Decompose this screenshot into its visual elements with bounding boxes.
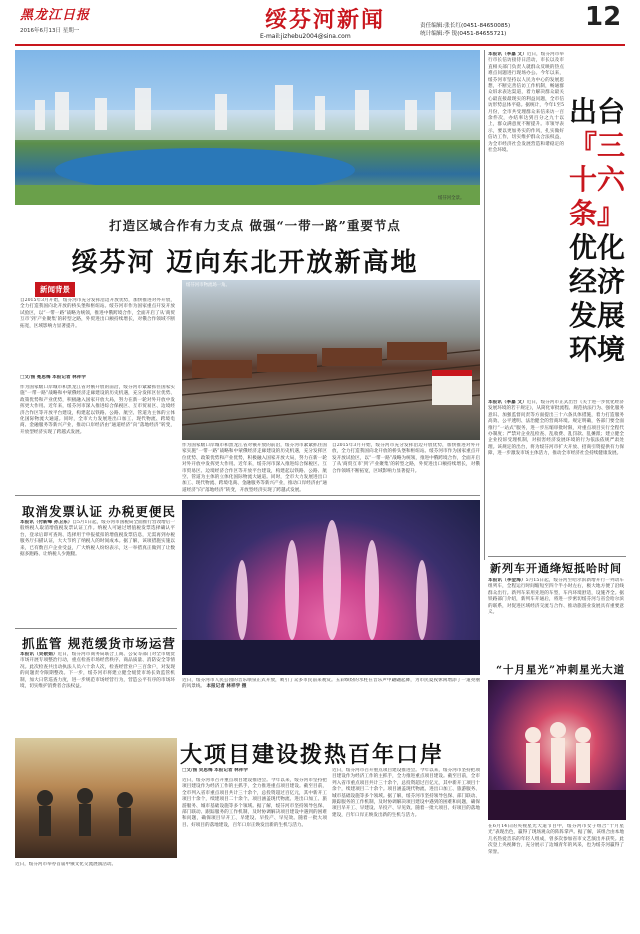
panorama-caption: 绥芬河全景。 xyxy=(438,196,465,201)
invoice-byline: 本报讯（付新峰 孙卫东） xyxy=(20,520,73,525)
culture-event-photo xyxy=(15,738,177,858)
regulation-story xyxy=(488,400,624,550)
city-panorama-photo xyxy=(15,50,480,205)
main-headline: 绥芬河 迈向东北开放新高地 xyxy=(71,248,419,278)
city-skyline-graphic xyxy=(15,50,480,205)
main-subheadline: 打造区域合作有力支点 做强“一带一路”重要节点 xyxy=(109,218,401,233)
market-story xyxy=(20,652,175,732)
rail-yard-caption: 绥芬河市物流场一角。 xyxy=(186,283,230,288)
rail-story xyxy=(488,578,624,658)
big-project-body: 近日，绥芬河市召开重点项目建设推进会。今年以来，绥芬河市坚持把项目建设作为经济工作的主抓手，全力推进重点项目建设。截至目前，全市列入省市重点项目共计三十余个，总投资超过百亿元，其中新开工项目十余个，续建项目二十余个。项目涵盖现代物流、进出口加工、旅游服务、城市基础设施等多个领域。据了解，绥芬河市坚持领导包保、部门联动、跟踪服务的工作机制，及时协调解决项目建设中遇到的困难和问题，确保项目早开工、早建设、早投产、早见效。随着一批大项目、好项目的落地建设，百年口岸正焕发出新的生机与活力。 xyxy=(182,778,327,828)
big-project-headline: 大项目建设拨热百年口岸 xyxy=(180,742,445,768)
main-byline: □文/图 冕思梅 本报记者 林祥学 xyxy=(20,375,86,380)
invoice-body: 自5月1日起，绥芬河市国税局全面推行营改增后一般纳税人取消增值税发票认证工作。纳税人可通过增值税发票选择确认平台，登录后即可查询、选择用于申报抵扣的增值税发票信息，无需再到办税服务厅扫描认证，大大节约了纳税人的时间成本。据了解，该项措施实施以来，已有数百户企业受益，广大纳税人纷纷表示，这一举措真正做到了让数据多跑路、让纳税人少跑腿。 xyxy=(20,520,175,558)
fountain-graphic xyxy=(182,500,480,675)
section-separator xyxy=(15,495,480,496)
main-body: 作为国家级口岸城市和黑龙江省对俄开放的前沿，绥芬河市紧紧抓住国家实施“一带一路”战略和中蒙俄经济走廊建设的历史机遇，充分发挥区位优势、政策优势和产业优势，积极融入国家开放大局，努力在新一轮对外开放中发挥更大作用。近年来，绥芬河市深入推进综合保税区、互市贸易区、边境经济合作区等开放平台建设，构建起以铁路、公路、航空、管道为主体的立体化国际物流大通道。同时，全市大力发展进出口加工、现代物流、跨境电商、金融服务等新兴产业，推动口岸经济由“通道经济”向“落地经济”转变，开放型经济实现了跨越式发展。 xyxy=(20,385,175,435)
vertical-headline-part1: 出台 xyxy=(568,95,625,128)
invoice-story xyxy=(20,520,175,625)
rail-headline: 新列车开通绛短抵哈时间 xyxy=(490,562,622,575)
date-line: 2016年6月13日 星期一 xyxy=(20,28,80,34)
fountain-credit: 本报记者 林祥学 摄 xyxy=(206,684,247,690)
market-byline: 本报讯（吴敬娟） xyxy=(20,652,58,657)
invoice-headline: 取消发票认证 办税更便民 xyxy=(22,504,176,519)
left-separator xyxy=(15,628,177,629)
section-title: 绥芬河新闻 xyxy=(265,7,386,33)
main-intro: 自2015年3月开始，绥芬河市充分发挥沿边开放优势，加快推进对外开放，全力打造我国向北开放的桥头堡和枢纽站。绥芬河市作为国家重点开发开放试验区，以“一带一路”战略为统领，推进中俄跨境合作，全面开启了从‘商贸互市’到‘产业聚集’的转型之路，外贸进出口额持续增长，对俄合作领域不断拓宽，区域影响力显著提升。 xyxy=(20,298,175,329)
concert-photo xyxy=(488,680,626,820)
main-body-continued-2: 自2015年3月开始，绥芬河市充分发挥沿边开放优势，加快推进对外开放，全力打造我国向北开放的桥头堡和枢纽站。绥芬河市作为国家重点开发开放试验区，以“一带一路”战略为统领，推进中俄跨境合作，全面开启了从‘商贸互市’到‘产业聚集’的转型之路，外贸进出口额持续增长，对俄合作领域不断拓宽，区域影响力显著提升。 xyxy=(332,443,480,474)
news-background-tag: 新闻背景 xyxy=(35,282,75,297)
rail-yard-graphic xyxy=(182,280,480,440)
market-headline: 抓监管 规范缓货市场运营 xyxy=(22,636,176,651)
big-project-body-continued: 近日，绥芬河市召开重点项目建设推进会。今年以来，绥芬河市坚持把项目建设作为经济工作的主抓手，全力推进重点项目建设。截至目前，全市列入省市重点项目共计三十余个，总投资超过百亿元，其中新开工项目十余个，续建项目二十余个。项目涵盖现代物流、进出口加工、旅游服务、城市基础设施等多个领域。据了解，绥芬河市坚持领导包保、部门联动、跟踪服务的工作机制，及时协调解决项目建设中遇到的困难和问题，确保项目早开工、早建设、早投产、早见效。随着一批大项目、好项目的落地建设，百年口岸正焕发出新的生机与活力。 xyxy=(332,768,480,818)
masthead-rule xyxy=(15,44,625,46)
paper-name: 黑龙江日报 xyxy=(20,8,91,23)
page-number: 12 xyxy=(585,2,622,32)
editor-line: 责任编辑:张长红(0451-84650085) xyxy=(420,23,511,29)
market-body: 近日，绥芬河市商务局联合工商、公安等部门对全市缓货市场开展专项整治行动，重点检查市场经营秩序、商品质量、消防安全等情况。此次检查共出动执法人员六十余人次，检查经营业户三百余户，对发现的问题责令限期整改。下一步，绥芬河市将建立健全缓货市场长效监管机制，加大日常巡查力度，进一步规范市场经营行为，营造公平有序的市场环境，切实维护消费者合法权益。 xyxy=(20,652,175,690)
concert-graphic xyxy=(488,680,626,820)
vertical-headline-part2: 『三十六条』 xyxy=(568,129,625,230)
main-body-continued: 作为国家级口岸城市和黑龙江省对俄开放的前沿，绥芬河市紧紧抓住国家实施“一带一路”战略和中蒙俄经济走廊建设的历史机遇，充分发挥区位优势、政策优势和产业优势，积极融入国家开放大局，努力在新一轮对外开放中发挥更大作用。近年来，绥芬河市深入推进综合保税区、互市贸易区、边境经济合作区等开放平台建设，构建起以铁路、公路、航空、管道为主体的立体化国际物流大通道。同时，全市大力发展进出口加工、现代物流、跨境电商、金融服务等新兴产业，推动口岸经济由“通道经济”向“落地经济”转变，开放型经济实现了跨越式发展。 xyxy=(182,443,327,493)
rail-byline: 本报讯（李金海） xyxy=(488,578,526,583)
petition-byline: 本报讯（李嘉 文） xyxy=(488,52,527,57)
editor-credits xyxy=(420,22,510,38)
big-project-byline: □文/图 吴思梅 本报记者 林祥学 xyxy=(182,768,248,773)
right-separator xyxy=(488,556,626,557)
culture-event-caption: 近日，绥芬河市举办首届中俄文化交流展演活动。 xyxy=(15,862,117,867)
concert-caption: 在6月14日的央视星光大道节目中，绥芬河市女子组合“十月星光”表现出色，赢得了现场观众的阵阵掌声。据了解，该组合由本地几名热爱音乐的年轻人组成，曾多次参加省市文艺演出并获奖。此次登上央视舞台，充分展示了边城青年的风采，也为绥芬河赢得了荣誉。 xyxy=(488,824,624,855)
rail-body: 5月15日起，绥芬河至哈尔滨新增开行一列动车组列车，全程运行时间缩短至四个半小时左右，极大地方便了沿线群众出行。新列车采用先进的车型，车内环境舒适，设施齐全。据铁路部门介绍，新列车开通后，将进一步密切绥芬河与省会哈尔滨的联系，对促进区域经济交流与合作、推动旅游业发展具有重要意义。 xyxy=(488,578,624,616)
stats-editor-line: 统计编辑:李 锐(0451-84655721) xyxy=(420,31,507,37)
fountain-photo xyxy=(182,500,480,675)
concert-headline: “十月星光”冲刺星光大道 xyxy=(496,664,626,676)
culture-event-graphic xyxy=(15,738,177,858)
fountain-caption-text: 近日，绥芬河市人民公园的音乐喷泉正式开放，吸引了众多市民前来观赏。五彩缤纷的水柱在音乐声中翩翩起舞，为市民夏夜休闲增添了一道亮丽的风景线。 xyxy=(182,678,480,690)
column-divider xyxy=(484,50,485,560)
regulation-body: 近日，绥芬河市正式出台《关于进一步优化经济发展环境的若干规定》，从简化审批流程、规范执法行为、强化服务意识、加强监督问责等方面提出三十六条具体措施，着力打造服务高效、公平透明、法治健全的营商环境。规定明确，各部门要全面推行“一站式”服务，进一步压缩审批时限，对重点项目实行全程代办制度；严禁对企业乱检查、乱收费、乱罚款、乱摊派；建立健全企业投诉受理机制，对损害经济发展环境的行为依法依规严肃处理。该规定的出台，将为绥芬河市扩大开放、招商引资提供有力保障，进一步激发市场主体活力，推动全市经济社会持续健康发展。 xyxy=(488,400,624,457)
fountain-caption xyxy=(182,678,480,708)
section-email: E-mail:jizhebu2004@sina.com xyxy=(260,33,351,40)
vertical-headline xyxy=(568,95,626,367)
rail-yard-photo xyxy=(182,280,480,440)
petition-body: 近日，绥芬河市举行市长信访接待日活动，市长以及市直相关部门负责人就群众反映的热点难点问题进行现场办公。今年以来，绥芬河市坚持以人民为中心的发展思想，不断完善信访工作机制，畅通群众诉求表达渠道，着力解决群众最关心最直接最现实的利益问题，全市信访形势总体平稳。据统计，今年1至5月份，全市共受理群众来信来访一百余件次，办结率达到百分之九十以上，群众满意度不断提升。市领导表示，要以更加务实的作风，扎实做好信访工作，切实维护群众合法权益，为全市经济社会发展营造和谐稳定的社会环境。 xyxy=(488,52,564,154)
regulation-byline: 本报讯（李嘉 文） xyxy=(488,400,527,405)
vertical-headline-part3: 优化经济发展环境 xyxy=(568,231,625,366)
